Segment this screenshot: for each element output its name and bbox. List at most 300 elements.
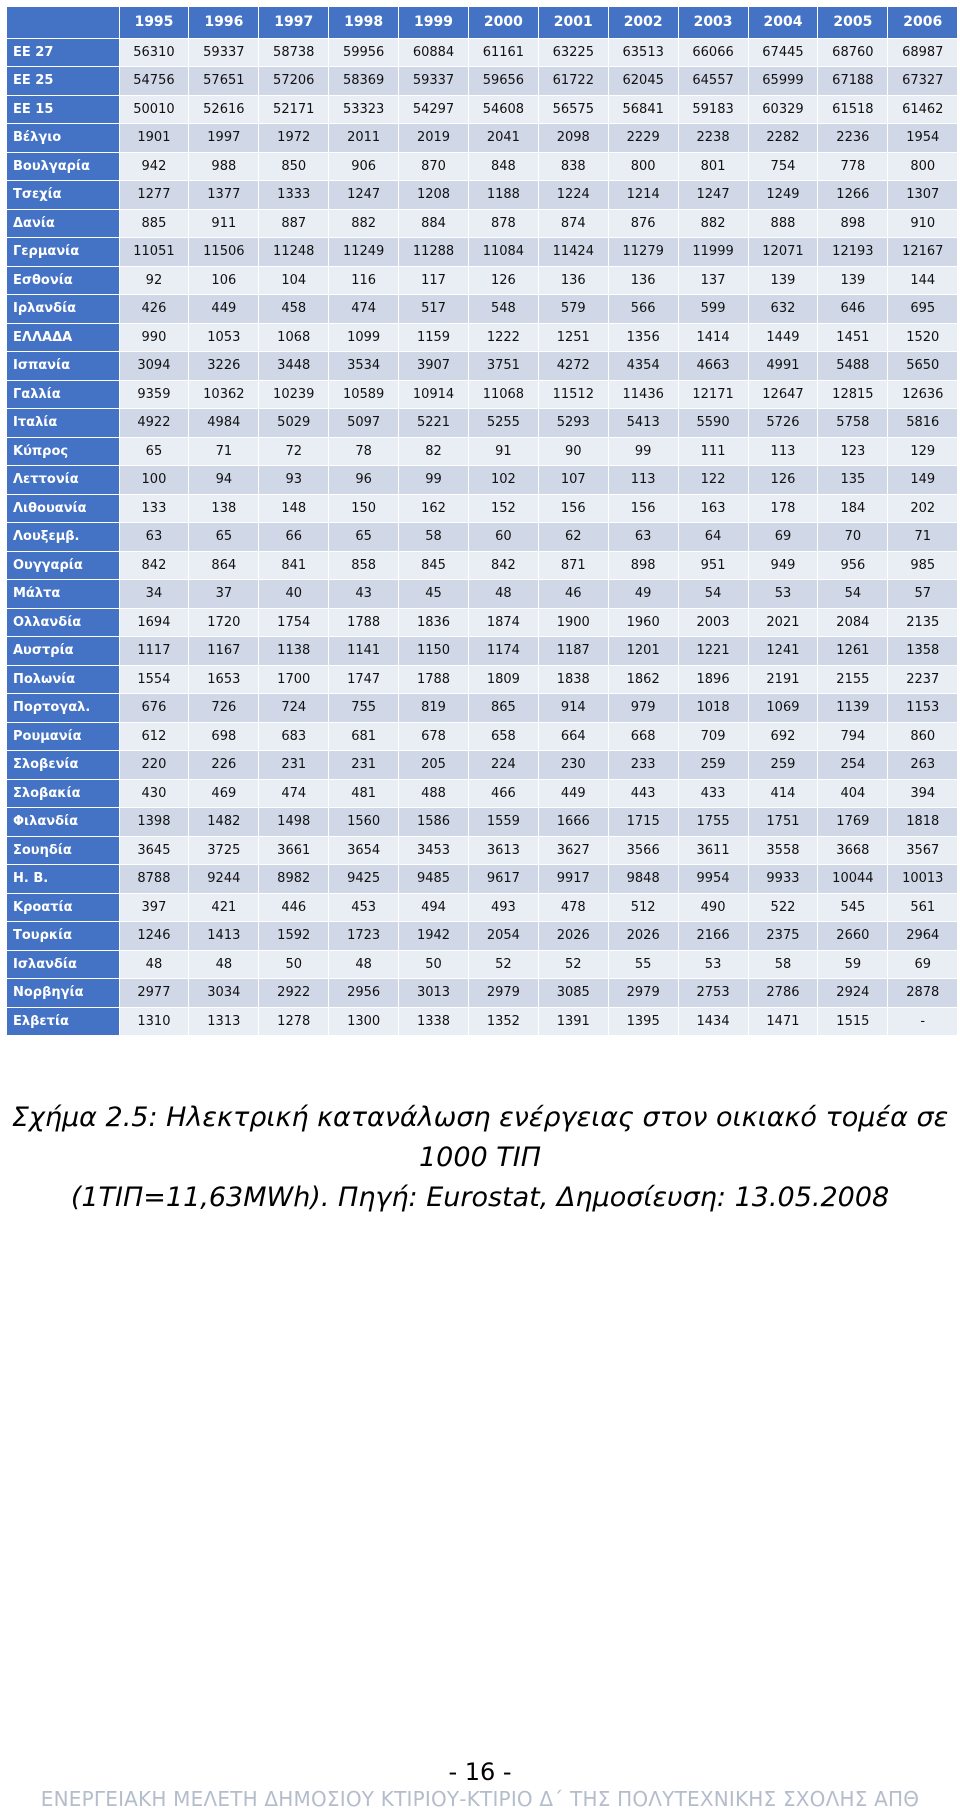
- value-cell: 104: [259, 266, 329, 295]
- value-cell: 3567: [888, 836, 958, 865]
- value-cell: 123: [818, 437, 888, 466]
- value-cell: 1307: [888, 181, 958, 210]
- value-cell: 3907: [399, 352, 469, 381]
- value-cell: 46: [538, 580, 608, 609]
- country-label-cell: Κύπρος: [7, 437, 119, 466]
- value-cell: 152: [468, 494, 538, 523]
- value-cell: 71: [189, 437, 259, 466]
- value-cell: 1261: [818, 637, 888, 666]
- value-cell: 1053: [189, 323, 259, 352]
- value-cell: 1167: [189, 637, 259, 666]
- value-cell: 911: [189, 209, 259, 238]
- country-label-cell: Σλοβακία: [7, 779, 119, 808]
- value-cell: 1874: [468, 608, 538, 637]
- country-label-cell: ΕΛΛΑΔΑ: [7, 323, 119, 352]
- value-cell: 493: [468, 893, 538, 922]
- value-cell: 8982: [259, 865, 329, 894]
- value-cell: 2135: [888, 608, 958, 637]
- country-label-cell: Ιταλία: [7, 409, 119, 438]
- value-cell: 1310: [119, 1007, 189, 1036]
- value-cell: 1153: [888, 694, 958, 723]
- value-cell: 1862: [608, 665, 678, 694]
- value-cell: 205: [399, 751, 469, 780]
- value-cell: 453: [329, 893, 399, 922]
- value-cell: 9617: [468, 865, 538, 894]
- value-cell: 1356: [608, 323, 678, 352]
- value-cell: 63: [608, 523, 678, 552]
- country-label-cell: Αυστρία: [7, 637, 119, 666]
- value-cell: 1138: [259, 637, 329, 666]
- value-cell: 2238: [678, 124, 748, 153]
- value-cell: 4922: [119, 409, 189, 438]
- table-row: [7, 494, 958, 523]
- value-cell: 10589: [329, 380, 399, 409]
- value-cell: 874: [538, 209, 608, 238]
- value-cell: 122: [678, 466, 748, 495]
- value-cell: 646: [818, 295, 888, 324]
- value-cell: 2166: [678, 922, 748, 951]
- table-row: [7, 266, 958, 295]
- value-cell: 2021: [748, 608, 818, 637]
- value-cell: 985: [888, 551, 958, 580]
- value-cell: 1694: [119, 608, 189, 637]
- value-cell: 726: [189, 694, 259, 723]
- value-cell: 2964: [888, 922, 958, 951]
- value-cell: 449: [189, 295, 259, 324]
- value-cell: 695: [888, 295, 958, 324]
- table-row: [7, 181, 958, 210]
- year-header-cell: 2000: [468, 7, 538, 38]
- value-cell: 1352: [468, 1007, 538, 1036]
- table-row: [7, 437, 958, 466]
- value-cell: 1560: [329, 808, 399, 837]
- value-cell: 2237: [888, 665, 958, 694]
- value-cell: 60884: [399, 38, 469, 67]
- value-cell: 65: [189, 523, 259, 552]
- value-cell: 148: [259, 494, 329, 523]
- value-cell: 4984: [189, 409, 259, 438]
- country-label-cell: Φιλανδία: [7, 808, 119, 837]
- value-cell: 882: [678, 209, 748, 238]
- table-row: [7, 95, 958, 124]
- value-cell: 1896: [678, 665, 748, 694]
- value-cell: 10239: [259, 380, 329, 409]
- table-row: [7, 551, 958, 580]
- value-cell: 4663: [678, 352, 748, 381]
- year-header-cell: 2003: [678, 7, 748, 38]
- country-label-cell: Τσεχία: [7, 181, 119, 210]
- value-cell: 136: [538, 266, 608, 295]
- value-cell: 3226: [189, 352, 259, 381]
- value-cell: 184: [818, 494, 888, 523]
- value-cell: 951: [678, 551, 748, 580]
- value-cell: 138: [189, 494, 259, 523]
- value-cell: 49: [608, 580, 678, 609]
- value-cell: 9933: [748, 865, 818, 894]
- value-cell: 57: [888, 580, 958, 609]
- value-cell: 443: [608, 779, 678, 808]
- value-cell: 709: [678, 722, 748, 751]
- value-cell: 882: [329, 209, 399, 238]
- value-cell: 11512: [538, 380, 608, 409]
- table-row: [7, 580, 958, 609]
- table-row: [7, 67, 958, 96]
- country-label-cell: ΕΕ 27: [7, 38, 119, 67]
- value-cell: 11051: [119, 238, 189, 267]
- value-cell: 1174: [468, 637, 538, 666]
- value-cell: 2098: [538, 124, 608, 153]
- value-cell: 231: [329, 751, 399, 780]
- value-cell: 9917: [538, 865, 608, 894]
- country-label-cell: Λεττονία: [7, 466, 119, 495]
- value-cell: 1653: [189, 665, 259, 694]
- value-cell: 668: [608, 722, 678, 751]
- value-cell: 3613: [468, 836, 538, 865]
- consumption-table: [7, 7, 958, 1036]
- value-cell: 63513: [608, 38, 678, 67]
- value-cell: 263: [888, 751, 958, 780]
- value-cell: 599: [678, 295, 748, 324]
- value-cell: 65: [329, 523, 399, 552]
- country-label-cell: Ισπανία: [7, 352, 119, 381]
- value-cell: 466: [468, 779, 538, 808]
- value-cell: 517: [399, 295, 469, 324]
- value-cell: 102: [468, 466, 538, 495]
- value-cell: 5758: [818, 409, 888, 438]
- value-cell: 3094: [119, 352, 189, 381]
- value-cell: 979: [608, 694, 678, 723]
- value-cell: 683: [259, 722, 329, 751]
- value-cell: 59956: [329, 38, 399, 67]
- value-cell: 78: [329, 437, 399, 466]
- value-cell: 870: [399, 152, 469, 181]
- year-header-cell: 2004: [748, 7, 818, 38]
- value-cell: 800: [888, 152, 958, 181]
- value-cell: 1377: [189, 181, 259, 210]
- country-label-cell: ΕΕ 15: [7, 95, 119, 124]
- value-cell: 698: [189, 722, 259, 751]
- value-cell: 1068: [259, 323, 329, 352]
- value-cell: 1139: [818, 694, 888, 723]
- value-cell: 67188: [818, 67, 888, 96]
- value-cell: 5293: [538, 409, 608, 438]
- value-cell: 548: [468, 295, 538, 324]
- value-cell: 914: [538, 694, 608, 723]
- value-cell: 681: [329, 722, 399, 751]
- value-cell: 845: [399, 551, 469, 580]
- table-row: [7, 1007, 958, 1036]
- page-number: - 16 -: [448, 1758, 512, 1786]
- value-cell: 162: [399, 494, 469, 523]
- value-cell: 129: [888, 437, 958, 466]
- country-label-cell: Λουξεμβ.: [7, 523, 119, 552]
- country-label-cell: Λιθουανία: [7, 494, 119, 523]
- value-cell: 68760: [818, 38, 888, 67]
- value-cell: 1700: [259, 665, 329, 694]
- value-cell: 52616: [189, 95, 259, 124]
- value-cell: 1954: [888, 124, 958, 153]
- value-cell: 878: [468, 209, 538, 238]
- value-cell: 61161: [468, 38, 538, 67]
- country-label-cell: Η. Β.: [7, 865, 119, 894]
- value-cell: 40: [259, 580, 329, 609]
- value-cell: 53: [678, 950, 748, 979]
- value-cell: 4272: [538, 352, 608, 381]
- value-cell: 887: [259, 209, 329, 238]
- value-cell: 82: [399, 437, 469, 466]
- value-cell: 9848: [608, 865, 678, 894]
- value-cell: 61462: [888, 95, 958, 124]
- year-header-cell: 1997: [259, 7, 329, 38]
- value-cell: 56841: [608, 95, 678, 124]
- value-cell: 1333: [259, 181, 329, 210]
- value-cell: 2011: [329, 124, 399, 153]
- value-cell: 1266: [818, 181, 888, 210]
- country-label-cell: Ουγγαρία: [7, 551, 119, 580]
- value-cell: 59: [818, 950, 888, 979]
- value-cell: 2026: [538, 922, 608, 951]
- value-cell: 1018: [678, 694, 748, 723]
- country-label-cell: ΕΕ 25: [7, 67, 119, 96]
- value-cell: 12815: [818, 380, 888, 409]
- value-cell: 4354: [608, 352, 678, 381]
- country-label-cell: Κροατία: [7, 893, 119, 922]
- value-cell: 1099: [329, 323, 399, 352]
- table-row: [7, 779, 958, 808]
- value-cell: 3645: [119, 836, 189, 865]
- value-cell: 10013: [888, 865, 958, 894]
- value-cell: 12071: [748, 238, 818, 267]
- value-cell: 2977: [119, 979, 189, 1008]
- value-cell: 5650: [888, 352, 958, 381]
- value-cell: 898: [608, 551, 678, 580]
- value-cell: 3013: [399, 979, 469, 1008]
- country-label-cell: Μάλτα: [7, 580, 119, 609]
- value-cell: 11506: [189, 238, 259, 267]
- value-cell: 2155: [818, 665, 888, 694]
- value-cell: 53323: [329, 95, 399, 124]
- value-cell: 1313: [189, 1007, 259, 1036]
- value-cell: 1788: [399, 665, 469, 694]
- value-cell: 50: [259, 950, 329, 979]
- value-cell: 421: [189, 893, 259, 922]
- year-header-cell: 1995: [119, 7, 189, 38]
- country-label-cell: Πορτογαλ.: [7, 694, 119, 723]
- value-cell: 3085: [538, 979, 608, 1008]
- value-cell: 259: [678, 751, 748, 780]
- value-cell: 478: [538, 893, 608, 922]
- value-cell: 842: [119, 551, 189, 580]
- value-cell: 111: [678, 437, 748, 466]
- value-cell: 231: [259, 751, 329, 780]
- value-cell: 2878: [888, 979, 958, 1008]
- value-cell: 724: [259, 694, 329, 723]
- value-cell: 1788: [329, 608, 399, 637]
- value-cell: 850: [259, 152, 329, 181]
- value-cell: 1723: [329, 922, 399, 951]
- value-cell: 12171: [678, 380, 748, 409]
- value-cell: 794: [818, 722, 888, 751]
- value-cell: 3611: [678, 836, 748, 865]
- value-cell: 1754: [259, 608, 329, 637]
- table-row: [7, 124, 958, 153]
- value-cell: 178: [748, 494, 818, 523]
- value-cell: 10914: [399, 380, 469, 409]
- value-cell: 1224: [538, 181, 608, 210]
- value-cell: 52171: [259, 95, 329, 124]
- value-cell: 1720: [189, 608, 259, 637]
- value-cell: 754: [748, 152, 818, 181]
- value-cell: 956: [818, 551, 888, 580]
- value-cell: 5255: [468, 409, 538, 438]
- value-cell: 1482: [189, 808, 259, 837]
- value-cell: 1471: [748, 1007, 818, 1036]
- table-row: [7, 152, 958, 181]
- year-header-cell: 1998: [329, 7, 399, 38]
- value-cell: 1201: [608, 637, 678, 666]
- value-cell: 144: [888, 266, 958, 295]
- value-cell: 906: [329, 152, 399, 181]
- value-cell: 1942: [399, 922, 469, 951]
- country-label-cell: Σλοβενία: [7, 751, 119, 780]
- value-cell: 1222: [468, 323, 538, 352]
- table-row: [7, 893, 958, 922]
- value-cell: 45: [399, 580, 469, 609]
- value-cell: 12636: [888, 380, 958, 409]
- value-cell: 2191: [748, 665, 818, 694]
- table-row: [7, 808, 958, 837]
- value-cell: 1997: [189, 124, 259, 153]
- value-cell: 858: [329, 551, 399, 580]
- value-cell: 1751: [748, 808, 818, 837]
- table-row: [7, 38, 958, 67]
- value-cell: 1117: [119, 637, 189, 666]
- value-cell: 66: [259, 523, 329, 552]
- table-row: [7, 950, 958, 979]
- value-cell: 2282: [748, 124, 818, 153]
- value-cell: 63: [119, 523, 189, 552]
- value-cell: 1300: [329, 1007, 399, 1036]
- value-cell: 68987: [888, 38, 958, 67]
- value-cell: 3751: [468, 352, 538, 381]
- value-cell: 11999: [678, 238, 748, 267]
- value-cell: 59337: [399, 67, 469, 96]
- value-cell: 942: [119, 152, 189, 181]
- table-row: [7, 865, 958, 894]
- value-cell: 53: [748, 580, 818, 609]
- value-cell: 2956: [329, 979, 399, 1008]
- value-cell: 61722: [538, 67, 608, 96]
- value-cell: 3448: [259, 352, 329, 381]
- year-header-cell: 2001: [538, 7, 608, 38]
- value-cell: 990: [119, 323, 189, 352]
- value-cell: 58: [399, 523, 469, 552]
- caption-line-1: Σχήμα 2.5: Ηλεκτρική κατανάλωση ενέργειας στον οικιακό τομέα σε 1000 ΤΙΠ: [11, 1102, 949, 1173]
- country-label-cell: Δανία: [7, 209, 119, 238]
- value-cell: 11249: [329, 238, 399, 267]
- value-cell: 156: [538, 494, 608, 523]
- value-cell: 52: [538, 950, 608, 979]
- table-row: [7, 608, 958, 637]
- value-cell: 11288: [399, 238, 469, 267]
- value-cell: 5097: [329, 409, 399, 438]
- table-row: [7, 466, 958, 495]
- value-cell: 2026: [608, 922, 678, 951]
- value-cell: 59337: [189, 38, 259, 67]
- value-cell: 69: [888, 950, 958, 979]
- value-cell: 60: [468, 523, 538, 552]
- value-cell: 5029: [259, 409, 329, 438]
- value-cell: 494: [399, 893, 469, 922]
- table-row: [7, 722, 958, 751]
- country-label-cell: Ιρλανδία: [7, 295, 119, 324]
- country-label-cell: Τουρκία: [7, 922, 119, 951]
- page-footer: ΕΝΕΡΓΕΙΑΚΗ ΜΕΛΕΤΗ ΔΗΜΟΣΙΟΥ ΚΤΙΡΙΟΥ-ΚΤΙΡΙΟ Δ΄ ΤΗΣ ΠΟΛΥΤΕΧΝΙΚΗΣ ΣΧΟΛΗΣ ΑΠΘ: [40, 1787, 920, 1811]
- value-cell: 1358: [888, 637, 958, 666]
- value-cell: 58: [748, 950, 818, 979]
- value-cell: 1391: [538, 1007, 608, 1036]
- value-cell: 1277: [119, 181, 189, 210]
- table-row: [7, 979, 958, 1008]
- value-cell: 3668: [818, 836, 888, 865]
- value-cell: 126: [748, 466, 818, 495]
- value-cell: 1247: [678, 181, 748, 210]
- value-cell: 60329: [748, 95, 818, 124]
- value-cell: 1960: [608, 608, 678, 637]
- table-row: [7, 323, 958, 352]
- value-cell: 469: [189, 779, 259, 808]
- country-label-cell: Ρουμανία: [7, 722, 119, 751]
- value-cell: 65: [119, 437, 189, 466]
- value-cell: 9485: [399, 865, 469, 894]
- value-cell: 1221: [678, 637, 748, 666]
- value-cell: 113: [748, 437, 818, 466]
- value-cell: 5488: [818, 352, 888, 381]
- value-cell: 1900: [538, 608, 608, 637]
- table-row: [7, 694, 958, 723]
- value-cell: 11279: [608, 238, 678, 267]
- value-cell: 58738: [259, 38, 329, 67]
- value-cell: 3725: [189, 836, 259, 865]
- value-cell: 3534: [329, 352, 399, 381]
- caption-line-2: (1ΤΙΠ=11,63MWh). Πηγή: Eurostat, Δημοσίευση: 13.05.2008: [70, 1182, 890, 1213]
- value-cell: 11248: [259, 238, 329, 267]
- value-cell: 1592: [259, 922, 329, 951]
- value-cell: 8788: [119, 865, 189, 894]
- value-cell: 93: [259, 466, 329, 495]
- value-cell: 1901: [119, 124, 189, 153]
- country-label-cell: Σουηδία: [7, 836, 119, 865]
- value-cell: 1338: [399, 1007, 469, 1036]
- value-cell: 1251: [538, 323, 608, 352]
- value-cell: 2229: [608, 124, 678, 153]
- table-row: [7, 751, 958, 780]
- table-row: [7, 836, 958, 865]
- value-cell: 57206: [259, 67, 329, 96]
- value-cell: 50: [399, 950, 469, 979]
- value-cell: 54: [818, 580, 888, 609]
- value-cell: 888: [748, 209, 818, 238]
- value-cell: 838: [538, 152, 608, 181]
- value-cell: 136: [608, 266, 678, 295]
- value-cell: 9244: [189, 865, 259, 894]
- value-cell: 12193: [818, 238, 888, 267]
- value-cell: 397: [119, 893, 189, 922]
- country-label-cell: Πολωνία: [7, 665, 119, 694]
- value-cell: 800: [608, 152, 678, 181]
- country-label-cell: Βέλγιο: [7, 124, 119, 153]
- value-cell: 910: [888, 209, 958, 238]
